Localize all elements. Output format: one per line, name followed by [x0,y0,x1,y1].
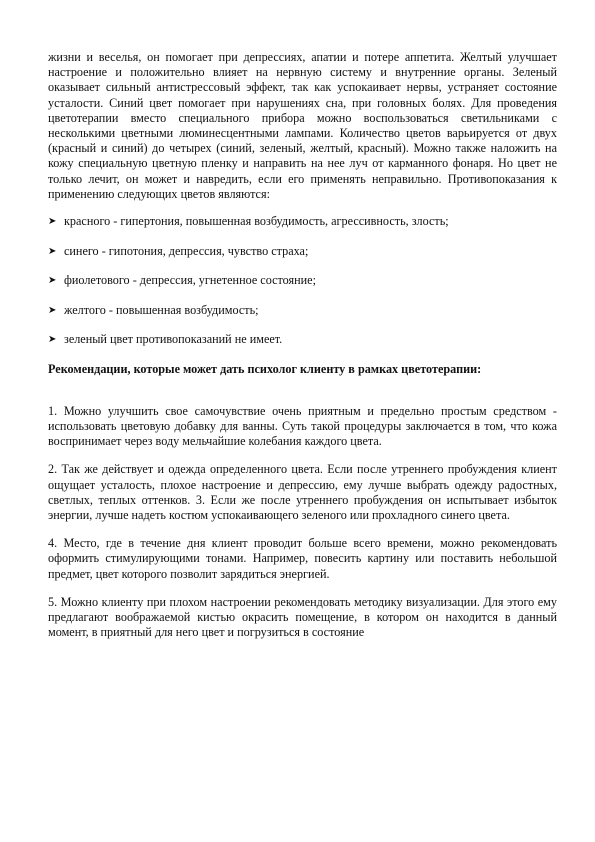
recommendation-paragraph: 1. Можно улучшить свое самочувствие очень приятным и предельно простым средством - использовать цветовую добавку для ванны. Суть такой процедуры заключается в том, что кожа воспринимает через воду мельчайшие колебания каждого цвета. [48,403,557,449]
recommendation-paragraph: 5. Можно клиенту при плохом настроении рекомендовать методику визуализации. Для этого ему предлагают воображаемой кистью окрасить помещение, в котором он находится в данный момент, в приятный для него цвет и погрузиться в состояние [48,594,557,640]
list-item-text: красного - гипертония, повышенная возбудимость, агрессивность, злость; [64,214,449,229]
list-item [48,244,557,259]
arrow-bullet-icon: ➤ [48,304,57,316]
arrow-bullet-icon: ➤ [48,275,57,287]
list-item [48,332,557,347]
document-page [48,50,557,653]
contraindications-list [48,214,557,347]
list-item [48,273,557,288]
list-item [48,303,557,318]
list-item-text: зеленый цвет противопоказаний не имеет. [64,332,283,347]
list-item-text: фиолетового - депрессия, угнетенное состояние; [64,273,316,288]
intro-paragraph: жизни и веселья, он помогает при депрессиях, апатии и потере аппетита. Желтый улучшает настроение и положительно влияет на нервную систему и внутренние органы. Зеленый оказывает сильный антистрессовый эффект, так как успокаивает нервы, устраняет состояние усталости. Синий цвет помогает при нарушениях сна, при головных болях. Для проведения цветотерапии вместо специального прибора можно воспользоваться светильниками с несколькими цветными люминесцентными лампами. Количество цветов варьируется от двух (красный и синий) до четырех (синий, зеленый, желтый, красный). Можно также наложить на кожу специальную цветную пленку и направить на нее луч от карманного фонаря. Но цвет не только лечит, он может и навредить, если его применять неправильно. Противопоказания к применению следующих цветов являются: [48,50,557,201]
recommendation-paragraph: 2. Так же действует и одежда определенного цвета. Если после утреннего пробуждения клиент ощущает усталость, плохое настроение и депрессию, ему лучше выбрать одежду радостных, светлых, теплых оттенков. 3. Если же после утреннего пробуждения он испытывает избыток энергии, лучше надеть костюм успокаивающего зеленого или прохладного синего цвета. [48,462,557,522]
list-item [48,214,557,229]
list-item-text: желтого - повышенная возбудимость; [64,302,259,317]
arrow-bullet-icon: ➤ [48,334,57,346]
recommendation-paragraph: 4. Место, где в течение дня клиент проводит больше всего времени, можно рекомендовать оформить стимулирующими тонами. Например, повесить картину или поставить небольшой предмет, цвет которого позволит зарядиться энергией. [48,536,557,581]
recommendations-list [48,404,557,641]
arrow-bullet-icon: ➤ [48,216,57,228]
arrow-bullet-icon: ➤ [48,245,57,257]
section-heading: Рекомендации, которые может дать психолог клиенту в рамках цветотерапии: [48,361,482,376]
list-item-text: синего - гипотония, депрессия, чувство страха; [64,243,309,258]
